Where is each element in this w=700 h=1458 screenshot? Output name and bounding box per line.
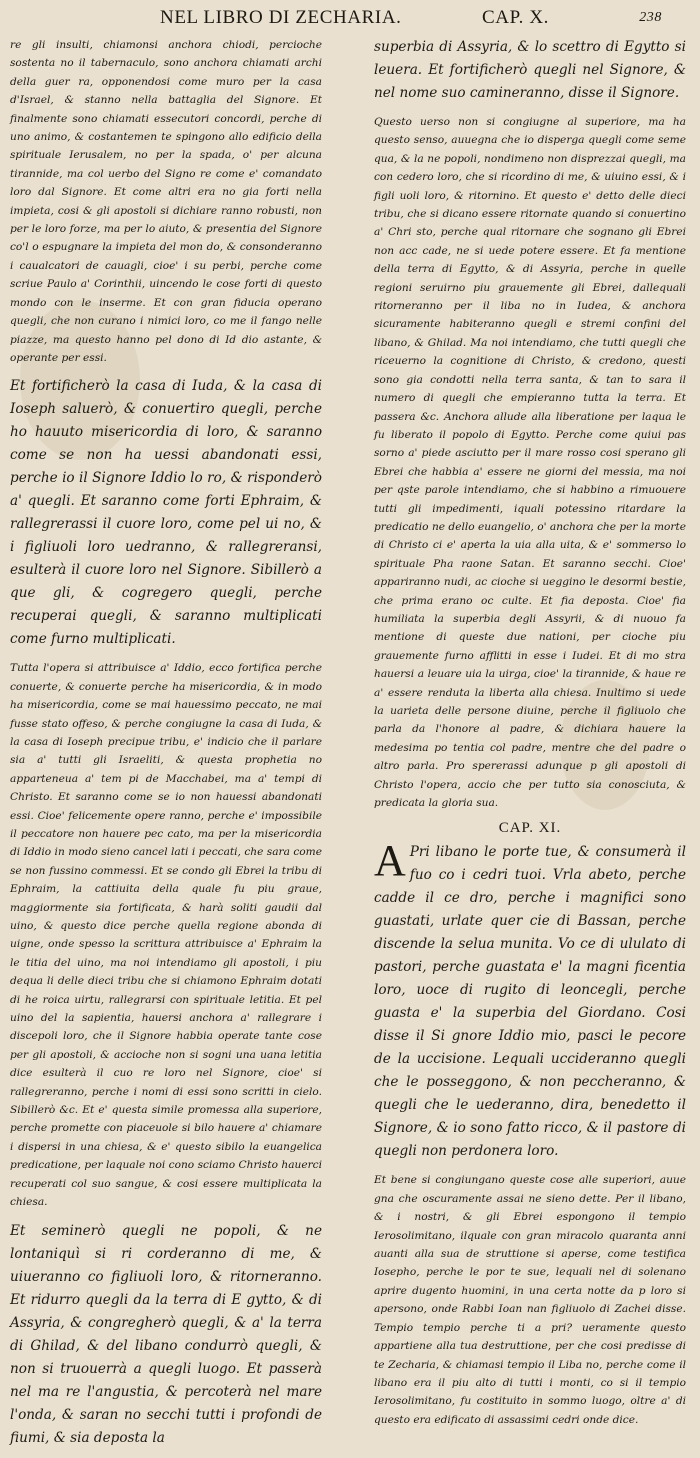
scripture-verse <box>10 375 322 651</box>
paragraph-text: superbia di Assyria, & lo scettro di Egytto si leuera. Et fortificherò quegli nel Signore, & nel nome suo camineranno, disse il Signore. <box>374 39 686 101</box>
commentary-paragraph <box>374 113 686 812</box>
chapter-label: CAP. X. <box>482 7 550 28</box>
running-title: NEL LIBRO DI ZECHARIA. <box>160 7 402 28</box>
paragraph-text: Et bene si congiungano queste cose alle superiori, auue gna che oscuramente assai ne sieno dette. Per il libano, & i nostri, & gli Ebrei espongono il tempio Ierosolimitano, ilquale con gran miracolo quaranta anni auanti alla sua de struttione si aperse, come testifica Iosepho, perche le por te sue, lequali nel di solenano aprire dugento huomini, in una certa notte da p loro si apersono, onde Rabbi Ioan nan figliuolo di Zachei disse. Tempio tempio perche ti a pri? ueramente questo appartiene alla tua destruttione, per che cosi predisse di te Zecharia, & chiamasi tempio il Liba no, perche come il libano era il piu alto di tutti i monti, co si il tempio Ierosolimitano, fu costituito in sommo luogo, oltre a' di questo era edificato di assassimi cedri onde dice. <box>374 1174 686 1426</box>
commentary-paragraph <box>10 659 322 1211</box>
scripture-verse <box>374 836 686 1163</box>
running-header <box>12 6 686 32</box>
paragraph-text: Questo uerso non si congiugne al superiore, ma ha questo senso, auuegna che io disperga quegli come seme qua, & la ne popoli, nondimeno non disprezzai quegli, ma con cedero loro, che si ricordino di me, & uiuino essi, & i figli uoli loro, & ritornino. Et questo e' detto delle dieci tribu, che si dicano essere ritornate quando si conuertino a' Chri sto, perche qual ritornare che sognano gli Ebrei non acc cade, ne si uede potere essere. Et fa mentione della terra di Egytto, & di Assyria, perche in quelle regioni seruirno piu grauemente gli Ebrei, dallequali ritorneranno per il liba no in Iudea, & anchora sicuramente habiteranno quegli e stremi confini del libano, & Ghilad. Ma noi intendiamo, che tutti quegli che riceuerno la cognitione di Christo, & credono, questi sono gia condotti nella terra santa, & tan to sara il numero di quegli che empieranno tutta la terra. Et passera &c. Anchora allude alla liberatione per laqua le fu liberato il popolo di Egytto. Perche come quiui pas sorno a' piede asciutto per il mare rosso cosi sperano gli Ebrei che habbia a' essere ne giorni del messia, ma noi per qste parole intendiamo, che si habbino a rimuouere tutti gli impedimenti, iquali potessino ritardare la predicatio ne dello euangelio, o' anchora che per la morte di Christo ci e' aperta la uia alla uita, & e' sommerso lo spirituale Pha raone Satan. Et saranno secchi. Cioe' appariranno nudi, ac cioche si ueggino le desormi bestie, che prima erano oc culte. Et fia deposta. Cioe' fia humiliata la superbia degli Assyrii, & di nuouo fa mentione di queste due nationi, per cioche piu grauemente furno afflitti in esse i Iudei. Et di mo stra hauersi a leuare uia la uirga, cioe' la tirannide, & haue re a' essere renduta la liberta alla chiesa. Inultimo si uede la uarieta delle persone diuine, perche il figliuolo che parla da l'honore al padre, & dichiara hauere la medesima po tentia col padre, mentre che del padre o altro parla. Pro spererassi adunque p gli apostoli di Christo l'opera, accio che per tutto sia conosciuta, & predicata la gloria sua. <box>374 116 686 810</box>
drop-cap: A <box>374 836 406 886</box>
paragraph-text: Et seminerò quegli ne popoli, & ne lontaniquì si ri corderanno di me, & uiueranno co figliuoli loro, & ritorneranno. Et ridurro quegli da la terra di E gytto, & di Assyria, & congregherò quegli, & a' la terra di Ghilad, & del libano condurrò quegli, & non si truouerrà a quegli luogo. Et passerà nel ma re l'angustia, & percoterà nel mare l'onda, & saran no secchi tutti i profondi de fiumi, & sia deposta la <box>10 1222 322 1446</box>
paragraph-text: re gli insulti, chiamonsi anchora chiodi, percioche sostenta no il tabernaculo, sono anchora chiamati archi della guer ra, opponendosi come muro per la casa d'Israel, & stanno nella battaglia del Signore. Et finalmente sono chiamati essecutori concordi, perche di uno animo, & costantemen te spingono allo edificio della spirituale Ierusalem, no per la spada, o' per alcuna tirannide, ma col uerbo del Signo re come e' comandato loro dal Signore. Et come altri era no gia forti nella impieta, cosi & gli apostoli si dichiare ranno robusti, non per le loro forze, ma per lo aiuto, & presentia del Signore co'l o espugnare la impieta del mon do, & consonderanno i caualcatori de cauagli, cioe' i su perbi, perche come scriue Paulo a' Corinthii, uincendo le cose forti di questo mondo con le inserme. Et con gran fiducia operano quegli, che non curano i nimici loro, co me il fango nelle piazze, ma questo hanno pel dono di Id dio astante, & operante per essi. <box>10 39 322 364</box>
commentary-paragraph <box>374 1171 686 1429</box>
scripture-verse <box>374 36 686 105</box>
paragraph-text: Pri libano le porte tue, & consumerà il fuo co i cedri tuoi. Vrla abeto, perche cadde il ce dro, perche i magnifici sono guastati, urlate quer cie di Bassan, perche discende la selua munita. Vo ce di ululato di pastori, perche guastata e' la magni ficentia loro, uoce di rugito di leoncegli, perche guasta e' la superbia del Giordano. Cosi disse il Si gnore Iddio mio, pasci le pecore de la uccisione. Lequali uccideranno quegli che le posseggono, & non peccheranno, & quegli che le uederanno, dira, benedetto il Signore, & io sono fatto ricco, & il pastore di quegli non perdonera loro. <box>374 844 686 1160</box>
paragraph-text: Tutta l'opera si attribuisce a' Iddio, ecco fortifica perche conuerte, & conuerte perche ha misericordia, & in modo ha misericordia, come se mai hauessimo peccato, ne mai fusse stato offeso, & perche congiugne la casa di Iuda, & la casa di Ioseph precipue tribu, e' indicio che il parlare sia a' tutti gli Israeliti, & questa prophetia no apparteneua a' tem pi de Macchabei, ma a' tempi di Christo. Et saranno come se io non hauessi abandonati essi. Cioe' felicemente opere ranno, perche e' impossibile il peccatore non hauere pec cato, ma per la misericordia di Iddio in modo sieno cancel lati i peccati, che sara come se non fussino commessi. Et se condo gli Ebrei la tribu di Ephraim, la cattiuita della quale fu piu graue, maggiormente sia fortificata, & harà soliti gaudii dal uino, & questo dice perche quella regione abonda di uigne, onde spesso la scrittura attribuisce a' Ephraim la le titia del uino, ma noi intendiamo gli apostoli, i piu dequa li delle dieci tribu che si chiamono Ephraim dotati di he roica uirtu, rallegrarsi con spirituale letitia. Et pel uino del la sapientia, hauersi anchora a' rallegrare i discepoli loro, che il Signore habbia operate tante cose per gli apostoli, & accioche non si sogni una uana letitia dice esulterà il cuo re loro nel Signore, cioe' si rallegreranno, perche i nomi di essi sono scritti in cielo. Sibillerò &c. Et e' questa simile promessa alla superiore, perche promette con piaceuole si bilo hauere a' chiamare i dispersi in una chiesa, & e' questo sibilo la euangelica predicatione, per laquale noi cono sciamo Christo hauerci recuperati col suo sangue, & cosi essere multiplicata la chiesa. <box>10 662 322 1209</box>
right-column <box>374 36 686 1458</box>
scripture-verse <box>10 1220 322 1450</box>
left-column <box>10 36 322 1458</box>
folio-number: 238 <box>639 10 662 25</box>
paragraph-text: Et fortificherò la casa di Iuda, & la casa di Ioseph saluerò, & conuertiro quegli, perche ho hauuto misericordia di loro, & saranno come se non ha uessi abandonati essi, perche io il Signore Iddio lo ro, & risponderò a' quegli. Et saranno come forti Ephraim, & rallegrerassi il cuore loro, come pel ui no, & i figliuoli loro uedranno, & rallegreransi, esulterà il cuore loro nel Signore. Sibillerò a que gli, & cogregero quegli, perche recuperai quegli, & saranno multiplicati come furno multiplicati. <box>10 378 322 648</box>
chapter-heading: CAP. XI. <box>498 820 562 837</box>
commentary-paragraph <box>10 36 322 367</box>
